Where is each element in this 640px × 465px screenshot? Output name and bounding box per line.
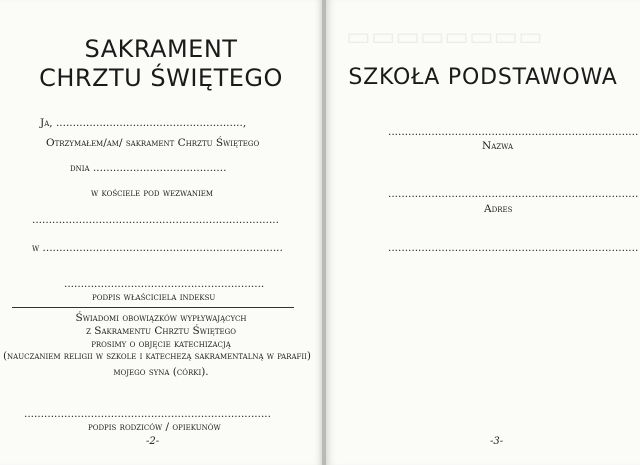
right-page: [326, 0, 640, 465]
parents-dotted-line: ..........................................................................: [24, 408, 271, 420]
consent-line-2: z Sakramentu Chrztu Świętego: [86, 325, 236, 337]
church-dotted-line: ..........................................................................: [32, 214, 279, 226]
page-number-right: -3-: [490, 436, 504, 447]
school-address-label: Adres: [484, 203, 513, 215]
bleed-through-shadow: ▭▭▭▭▭▭▭▭: [346, 22, 543, 52]
dnia-field: dnia ........................................: [70, 162, 227, 174]
consent-line-4: (nauczaniem religii w szkole i katechezą sakramentalną w parafii): [3, 351, 311, 362]
title-line-1: SAKRAMENT: [84, 35, 238, 63]
school-name-label: Nazwa: [482, 140, 514, 152]
ja-field: Ja, ........................................................,: [40, 117, 247, 129]
section-divider: [12, 307, 294, 308]
parents-signature-label: podpis rodziców / opiekunów: [88, 421, 221, 433]
w-place-field: w ........................................................................: [32, 242, 283, 254]
consent-line-1: Świadomi obowiązków wypływających: [75, 312, 247, 324]
title-line-2: CHRZTU ŚWIĘTEGO: [39, 64, 283, 92]
school-address-dotted-line: ...........................................................................: [388, 188, 639, 200]
page-number-left: -2-: [146, 436, 160, 447]
signature-dotted-line: ............................................................: [64, 278, 265, 290]
signature-label: podpis właściciela indeksu: [92, 291, 216, 303]
consent-line-5: mojego syna (córki).: [113, 366, 209, 378]
school-title: SZKOŁA PODSTAWOWA: [348, 65, 618, 90]
otrzymalem-line: Otrzymałem/am/ sakrament Chrztu Świętego: [46, 137, 260, 149]
extra-dotted-line: ...........................................................................: [388, 242, 639, 254]
school-name-dotted-line: ...........................................................................: [388, 126, 639, 138]
w-kosciele-label: w kościele pod wezwaniem: [91, 187, 214, 199]
consent-line-3: prosimy o objęcie katechizacją: [91, 338, 231, 350]
